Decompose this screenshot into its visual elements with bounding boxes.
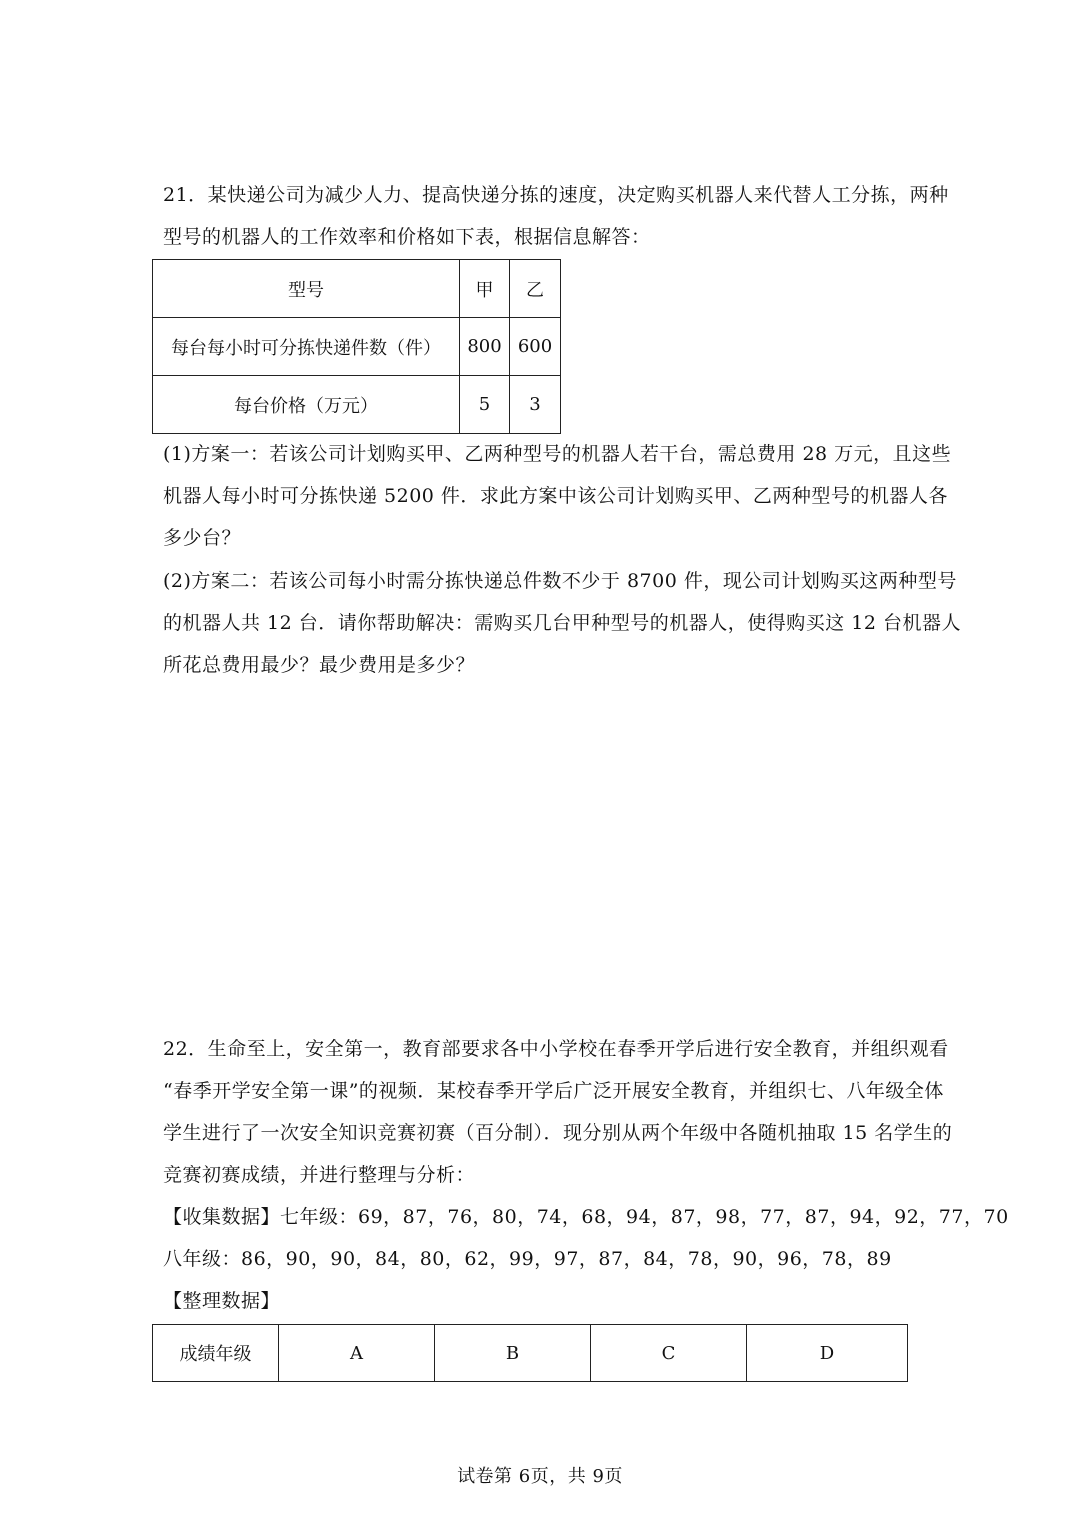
table-cell: 800: [460, 318, 510, 376]
q21-part-1: [163, 433, 952, 559]
table-cell: 每台每小时可分拣快递件数（件）: [153, 318, 460, 376]
q22-grade8-data-line: 八年级：86，90，90，84，80，62，99，97，87，84，78，90，96，78，89: [163, 1248, 892, 1270]
q22-organize-heading: 【整理数据】: [163, 1290, 281, 1312]
table-cell: 3: [510, 376, 561, 434]
q21-part-2-line-2: 的机器人共 12 台．请你帮助解决：需购买几台甲种型号的机器人，使得购买这 12 台机器人: [163, 612, 962, 634]
table-cell: 型号: [153, 260, 460, 318]
q22-stem-line-4: 竞赛初赛成绩，并进行整理与分析：: [163, 1164, 476, 1186]
table-cell: B: [435, 1325, 591, 1382]
table-header-row: [153, 1325, 908, 1382]
q21-stem-line-1: 21．某快递公司为减少人力、提高快递分拣的速度，决定购买机器人来代替人工分拣，两种: [163, 184, 949, 206]
q21-part-2-line-3: 所花总费用最少？最少费用是多少？: [163, 654, 476, 676]
q21-part-2-line-1: (2)方案二：若该公司每小时需分拣快递总件数不少于 8700 件，现公司计划购买这两种型号: [163, 570, 957, 592]
q22-stem: [163, 1028, 1009, 1322]
table-cell: 600: [510, 318, 561, 376]
table-cell: D: [747, 1325, 908, 1382]
table-cell: 5: [460, 376, 510, 434]
table-header-row: [153, 260, 561, 318]
q22-collect-data-line: 【收集数据】七年级：69，87，76，80，74，68，94，87，98，77，87，94，92，77，70: [163, 1206, 1009, 1228]
q21-stem: [163, 174, 949, 258]
table-cell: 甲: [460, 260, 510, 318]
q22-stem-line-2: “春季开学安全第一课”的视频．某校春季开学后广泛开展安全教育，并组织七、八年级全体: [163, 1080, 944, 1102]
q21-part-1-line-2: 机器人每小时可分拣快递 5200 件．求此方案中该公司计划购买甲、乙两种型号的机器人各: [163, 485, 948, 507]
table-cell: 成绩年级: [153, 1325, 279, 1382]
q21-part-1-line-1: (1)方案一：若该公司计划购买甲、乙两种型号的机器人若干台，需总费用 28 万元，且这些: [163, 443, 952, 465]
table-cell: 每台价格（万元）: [153, 376, 460, 434]
table-cell: 乙: [510, 260, 561, 318]
table-row: [153, 318, 561, 376]
table-cell: A: [279, 1325, 435, 1382]
table-row: [153, 376, 561, 434]
q21-stem-line-2: 型号的机器人的工作效率和价格如下表，根据信息解答：: [163, 226, 651, 248]
q21-part-1-line-3: 多少台？: [163, 527, 242, 549]
q22-stem-line-1: 22．生命至上，安全第一，教育部要求各中小学校在春季开学后进行安全教育，并组织观看: [163, 1038, 949, 1060]
page-footer: 试卷第 6页，共 9页: [457, 1466, 623, 1487]
score-grade-table: [152, 1324, 908, 1382]
q22-stem-line-3: 学生进行了一次安全知识竞赛初赛（百分制）．现分别从两个年级中各随机抽取 15 名学生的: [163, 1122, 953, 1144]
table-cell: C: [591, 1325, 747, 1382]
q21-part-2: [163, 560, 962, 686]
robot-spec-table: [152, 259, 561, 434]
